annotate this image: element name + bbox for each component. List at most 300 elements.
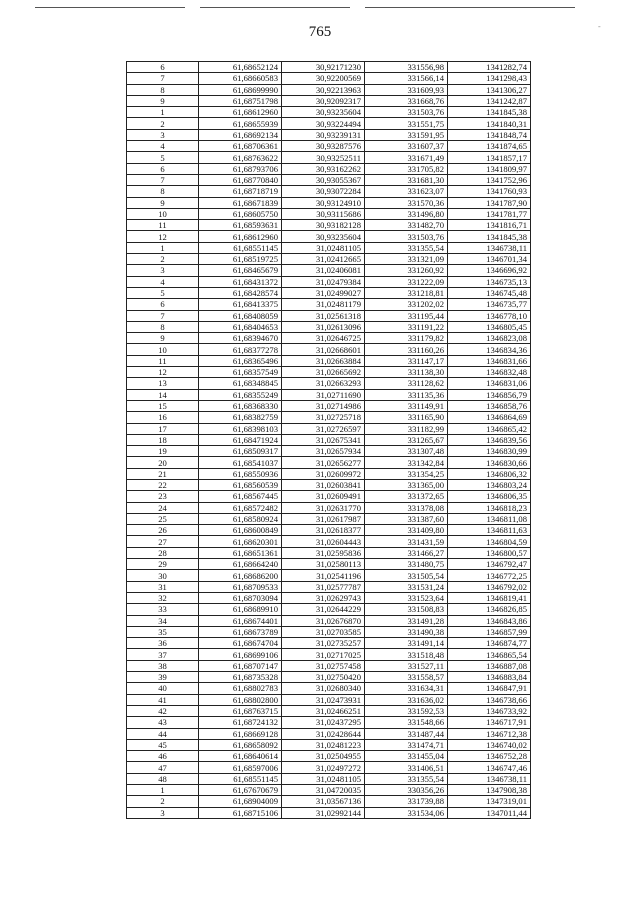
coordinate-cell: 61,68357549: [199, 367, 282, 378]
table-row: [127, 615, 531, 626]
coordinate-cell: 1341242,87: [448, 95, 531, 106]
coordinate-cell: 331592,53: [365, 705, 448, 716]
coordinate-cell: 61,68593631: [199, 220, 282, 231]
coordinate-cell: 331354,25: [365, 468, 448, 479]
coordinate-cell: 1346831,66: [448, 355, 531, 366]
coordinate-cell: 31,02412665: [282, 254, 365, 265]
coordinate-cell: 331160,26: [365, 344, 448, 355]
point-number-cell: 12: [127, 367, 199, 378]
table-row: [127, 197, 531, 208]
point-number-cell: 6: [127, 163, 199, 174]
coordinate-cell: 61,68751798: [199, 95, 282, 106]
point-number-cell: 44: [127, 728, 199, 739]
coordinate-cell: 31,02665692: [282, 367, 365, 378]
coordinate-cell: 31,02618377: [282, 525, 365, 536]
coordinate-cell: 1346696,92: [448, 265, 531, 276]
point-number-cell: 15: [127, 400, 199, 411]
point-number-cell: 42: [127, 705, 199, 716]
point-number-cell: 47: [127, 762, 199, 773]
coordinate-cell: 61,68348845: [199, 378, 282, 389]
coordinate-cell: 61,68605750: [199, 208, 282, 219]
point-number-cell: 9: [127, 95, 199, 106]
coordinate-cell: 1341848,74: [448, 129, 531, 140]
coordinate-cell: 61,68600849: [199, 525, 282, 536]
coordinate-cell: 331705,82: [365, 163, 448, 174]
table-row: [127, 118, 531, 129]
top-rule-right: [365, 7, 575, 8]
point-number-cell: 5: [127, 287, 199, 298]
point-number-cell: 48: [127, 773, 199, 784]
point-number-cell: 46: [127, 751, 199, 762]
point-number-cell: 29: [127, 559, 199, 570]
coordinate-cell: 331531,24: [365, 581, 448, 592]
point-number-cell: 35: [127, 626, 199, 637]
coordinate-cell: 61,68703094: [199, 592, 282, 603]
coordinate-cell: 1346865,42: [448, 423, 531, 434]
coordinate-cell: 331260,92: [365, 265, 448, 276]
coordinate-cell: 1346883,84: [448, 672, 531, 683]
coordinate-cell: 61,68904009: [199, 796, 282, 807]
point-number-cell: 10: [127, 344, 199, 355]
table-row: [127, 299, 531, 310]
table-row: [127, 446, 531, 457]
coordinate-cell: 30,93055367: [282, 174, 365, 185]
table-row: [127, 434, 531, 445]
coordinate-cell: 61,68404653: [199, 321, 282, 332]
table-row: [127, 355, 531, 366]
coordinate-cell: 331165,90: [365, 412, 448, 423]
coordinate-cell: 331342,84: [365, 457, 448, 468]
coordinate-cell: 31,02479384: [282, 276, 365, 287]
coordinate-cell: 61,68660583: [199, 73, 282, 84]
coordinate-cell: 1346800,57: [448, 547, 531, 558]
coordinate-cell: 331321,09: [365, 254, 448, 265]
point-number-cell: 32: [127, 592, 199, 603]
coordinate-cell: 331518,48: [365, 649, 448, 660]
table-row: [127, 321, 531, 332]
coordinate-cell: 331491,14: [365, 638, 448, 649]
point-number-cell: 6: [127, 299, 199, 310]
coordinate-cell: 61,68377278: [199, 344, 282, 355]
coordinate-cell: 331668,76: [365, 95, 448, 106]
coordinate-cell: 1346830,99: [448, 446, 531, 457]
coordinate-cell: 31,02711690: [282, 389, 365, 400]
coordinate-cell: 30,93115686: [282, 208, 365, 219]
coordinate-cell: 31,02577787: [282, 581, 365, 592]
coordinate-cell: 31,02668601: [282, 344, 365, 355]
coordinate-cell: 331482,70: [365, 220, 448, 231]
coordinate-cell: 61,68724132: [199, 717, 282, 728]
coordinate-cell: 1346803,24: [448, 479, 531, 490]
top-rule-middle: [200, 7, 350, 8]
coordinate-cell: 1346830,66: [448, 457, 531, 468]
coordinate-cell: 31,02992144: [282, 807, 365, 818]
table-row: [127, 152, 531, 163]
coordinate-cell: 1347011,44: [448, 807, 531, 818]
point-number-cell: 8: [127, 84, 199, 95]
table-row: [127, 276, 531, 287]
top-rule-left: [35, 7, 185, 8]
coordinate-cell: 1346811,08: [448, 513, 531, 524]
coordinate-cell: 1346865,54: [448, 649, 531, 660]
table-row: [127, 265, 531, 276]
coordinate-cell: 31,02717025: [282, 649, 365, 660]
coordinate-cell: 1346735,13: [448, 276, 531, 287]
coordinate-cell: 1346806,32: [448, 468, 531, 479]
table-row: [127, 95, 531, 106]
coordinate-cell: 31,02437295: [282, 717, 365, 728]
table-row: [127, 773, 531, 784]
coordinate-cell: 1346839,56: [448, 434, 531, 445]
table-row: [127, 638, 531, 649]
coordinate-cell: 1346747,46: [448, 762, 531, 773]
coordinate-cell: 31,02609972: [282, 468, 365, 479]
coordinate-cell: 331466,27: [365, 547, 448, 558]
coordinate-cell: 30,93162262: [282, 163, 365, 174]
coordinate-cell: 1346856,79: [448, 389, 531, 400]
coordinate-cell: 30,93235604: [282, 231, 365, 242]
point-number-cell: 3: [127, 807, 199, 818]
coordinate-cell: 31,02631770: [282, 502, 365, 513]
table-row: [127, 785, 531, 796]
coordinate-cell: 31,02714986: [282, 400, 365, 411]
table-row: [127, 705, 531, 716]
coordinate-cell: 331556,98: [365, 62, 448, 73]
coordinate-cell: 61,68597006: [199, 762, 282, 773]
table-row: [127, 62, 531, 73]
coordinate-cell: 331182,99: [365, 423, 448, 434]
coordinate-cell: 61,68394670: [199, 333, 282, 344]
coordinate-cell: 61,68398103: [199, 423, 282, 434]
table-row: [127, 479, 531, 490]
table-row: [127, 73, 531, 84]
coordinate-cell: 61,68580924: [199, 513, 282, 524]
coordinate-cell: 30,93239131: [282, 129, 365, 140]
coordinate-cell: 61,68763622: [199, 152, 282, 163]
coordinate-cell: 1346831,06: [448, 378, 531, 389]
table-row: [127, 333, 531, 344]
coordinate-cell: 331607,37: [365, 141, 448, 152]
coordinate-cell: 331191,22: [365, 321, 448, 332]
point-number-cell: 7: [127, 310, 199, 321]
table-row: [127, 287, 531, 298]
coordinate-cell: 331490,38: [365, 626, 448, 637]
coordinate-cell: 1346874,77: [448, 638, 531, 649]
coordinate-cell: 331671,49: [365, 152, 448, 163]
coordinate-cell: 1346834,36: [448, 344, 531, 355]
coordinate-cell: 331365,00: [365, 479, 448, 490]
table-row: [127, 141, 531, 152]
point-number-cell: 2: [127, 796, 199, 807]
point-number-cell: 13: [127, 378, 199, 389]
coordinates-table: [126, 61, 531, 819]
coordinate-cell: 61,68519725: [199, 254, 282, 265]
coordinate-cell: 61,68355249: [199, 389, 282, 400]
coordinate-cell: 31,02561318: [282, 310, 365, 321]
table-row: [127, 683, 531, 694]
coordinate-cell: 31,02499027: [282, 287, 365, 298]
coordinate-cell: 31,02473931: [282, 694, 365, 705]
coordinate-cell: 1346738,11: [448, 773, 531, 784]
coordinate-cell: 31,02726597: [282, 423, 365, 434]
table-row: [127, 672, 531, 683]
coordinate-cell: 331149,91: [365, 400, 448, 411]
coordinate-cell: 331307,48: [365, 446, 448, 457]
coordinate-cell: 331409,80: [365, 525, 448, 536]
point-number-cell: 17: [127, 423, 199, 434]
table-row: [127, 807, 531, 818]
coordinate-cell: 1346717,91: [448, 717, 531, 728]
coordinate-cell: 31,02629743: [282, 592, 365, 603]
point-number-cell: 26: [127, 525, 199, 536]
point-number-cell: 12: [127, 231, 199, 242]
coordinate-cell: 1341809,97: [448, 163, 531, 174]
point-number-cell: 4: [127, 276, 199, 287]
table-row: [127, 513, 531, 524]
coordinate-cell: 331634,31: [365, 683, 448, 694]
coordinate-cell: 31,02603841: [282, 479, 365, 490]
coordinate-cell: 61,68686200: [199, 570, 282, 581]
coordinate-cell: 1346823,08: [448, 333, 531, 344]
coordinate-cell: 61,68652124: [199, 62, 282, 73]
coordinate-cell: 331406,51: [365, 762, 448, 773]
coordinate-cell: 1346832,48: [448, 367, 531, 378]
coordinate-cell: 61,68365496: [199, 355, 282, 366]
table-row: [127, 660, 531, 671]
coordinate-cell: 1346864,69: [448, 412, 531, 423]
coordinate-cell: 61,68560539: [199, 479, 282, 490]
table-row: [127, 367, 531, 378]
table-row: [127, 84, 531, 95]
coordinate-cell: 1341298,43: [448, 73, 531, 84]
coordinate-cell: 331558,57: [365, 672, 448, 683]
coordinate-cell: 1347908,38: [448, 785, 531, 796]
point-number-cell: 25: [127, 513, 199, 524]
table-row: [127, 344, 531, 355]
table-row: [127, 491, 531, 502]
table-row: [127, 626, 531, 637]
coordinate-cell: 1346857,99: [448, 626, 531, 637]
coordinate-cell: 61,68692134: [199, 129, 282, 140]
coordinate-cell: 331503,76: [365, 231, 448, 242]
point-number-cell: 3: [127, 129, 199, 140]
coordinate-cell: 1341857,17: [448, 152, 531, 163]
table-row: [127, 457, 531, 468]
coordinate-cell: 331551,75: [365, 118, 448, 129]
coordinate-cell: 331218,81: [365, 287, 448, 298]
coordinate-cell: 61,68640614: [199, 751, 282, 762]
table-row: [127, 412, 531, 423]
point-number-cell: 38: [127, 660, 199, 671]
coordinate-cell: 31,02646725: [282, 333, 365, 344]
point-number-cell: 28: [127, 547, 199, 558]
point-number-cell: 2: [127, 118, 199, 129]
coordinate-cell: 30,92092317: [282, 95, 365, 106]
coordinate-cell: 61,68715106: [199, 807, 282, 818]
coordinate-cell: 331505,54: [365, 570, 448, 581]
coordinate-cell: 31,04720035: [282, 785, 365, 796]
coordinate-cell: 61,68802783: [199, 683, 282, 694]
coordinate-cell: 1346858,76: [448, 400, 531, 411]
coordinate-cell: 61,68669128: [199, 728, 282, 739]
coordinate-cell: 31,02676870: [282, 615, 365, 626]
coordinate-cell: 1341874,65: [448, 141, 531, 152]
table-row: [127, 378, 531, 389]
coordinate-cell: 61,68735328: [199, 672, 282, 683]
coordinate-cell: 31,02504955: [282, 751, 365, 762]
coordinate-cell: 61,68382759: [199, 412, 282, 423]
table-row: [127, 525, 531, 536]
coordinate-cell: 1341282,74: [448, 62, 531, 73]
coordinate-cell: 331491,28: [365, 615, 448, 626]
coordinate-cell: 331739,88: [365, 796, 448, 807]
coordinate-cell: 331623,07: [365, 186, 448, 197]
coordinate-cell: 1346712,38: [448, 728, 531, 739]
point-number-cell: 20: [127, 457, 199, 468]
coordinate-cell: 331135,36: [365, 389, 448, 400]
point-number-cell: 9: [127, 333, 199, 344]
coordinate-cell: 1346819,41: [448, 592, 531, 603]
coordinate-cell: 31,02644229: [282, 604, 365, 615]
coordinate-cell: 61,68471924: [199, 434, 282, 445]
point-number-cell: 9: [127, 197, 199, 208]
table-row: [127, 502, 531, 513]
coordinate-cell: 61,68413375: [199, 299, 282, 310]
table-row: [127, 717, 531, 728]
coordinate-cell: 331202,02: [365, 299, 448, 310]
table-row: [127, 570, 531, 581]
point-number-cell: 27: [127, 536, 199, 547]
coordinate-cell: 61,68551145: [199, 242, 282, 253]
coordinate-cell: 31,02481105: [282, 773, 365, 784]
coordinate-cell: 331566,14: [365, 73, 448, 84]
point-number-cell: 11: [127, 355, 199, 366]
coordinate-cell: 31,02675341: [282, 434, 365, 445]
table-row: [127, 186, 531, 197]
coordinate-cell: 331355,54: [365, 242, 448, 253]
coordinate-cell: 331222,09: [365, 276, 448, 287]
table-row: [127, 649, 531, 660]
point-number-cell: 2: [127, 254, 199, 265]
coordinate-cell: 30,93072284: [282, 186, 365, 197]
coordinate-cell: 31,02657934: [282, 446, 365, 457]
coordinate-cell: 31,02604443: [282, 536, 365, 547]
coordinate-cell: 61,68763715: [199, 705, 282, 716]
coordinate-cell: 61,68572482: [199, 502, 282, 513]
coordinate-cell: 1346804,59: [448, 536, 531, 547]
point-number-cell: 7: [127, 174, 199, 185]
coordinate-cell: 31,02428644: [282, 728, 365, 739]
point-number-cell: 14: [127, 389, 199, 400]
coordinate-cell: 61,68612960: [199, 107, 282, 118]
coordinate-cell: 61,68699990: [199, 84, 282, 95]
coordinate-cell: 1346701,34: [448, 254, 531, 265]
point-number-cell: 8: [127, 321, 199, 332]
coordinate-cell: 61,67670679: [199, 785, 282, 796]
coordinate-cell: 61,68431372: [199, 276, 282, 287]
coordinate-cell: 61,68671839: [199, 197, 282, 208]
table-row: [127, 547, 531, 558]
coordinate-cell: 1346887,08: [448, 660, 531, 671]
coordinate-cell: 331527,11: [365, 660, 448, 671]
point-number-cell: 19: [127, 446, 199, 457]
coordinate-cell: 1346811,63: [448, 525, 531, 536]
coordinate-cell: 31,02663293: [282, 378, 365, 389]
point-number-cell: 1: [127, 242, 199, 253]
point-number-cell: 22: [127, 479, 199, 490]
point-number-cell: 41: [127, 694, 199, 705]
table-row: [127, 231, 531, 242]
coordinate-cell: 31,02481179: [282, 299, 365, 310]
coordinate-cell: 61,68699106: [199, 649, 282, 660]
table-row: [127, 389, 531, 400]
point-number-cell: 23: [127, 491, 199, 502]
table-row: [127, 107, 531, 118]
coordinate-cell: 61,68658092: [199, 739, 282, 750]
point-number-cell: 40: [127, 683, 199, 694]
coordinate-cell: 331455,04: [365, 751, 448, 762]
coordinate-cell: 61,68620301: [199, 536, 282, 547]
point-number-cell: 18: [127, 434, 199, 445]
coordinate-cell: 30,92200569: [282, 73, 365, 84]
table-row: [127, 174, 531, 185]
table-row: [127, 728, 531, 739]
coordinate-cell: 61,68673789: [199, 626, 282, 637]
coordinate-cell: 30,93252511: [282, 152, 365, 163]
point-number-cell: 33: [127, 604, 199, 615]
coordinate-cell: 1341781,77: [448, 208, 531, 219]
point-number-cell: 36: [127, 638, 199, 649]
coordinate-cell: 31,02725718: [282, 412, 365, 423]
coordinate-cell: 31,02580113: [282, 559, 365, 570]
coordinate-cell: 30,92171230: [282, 62, 365, 73]
coordinate-cell: 331487,44: [365, 728, 448, 739]
coordinate-cell: 1347319,01: [448, 796, 531, 807]
coordinate-cell: 61,68770840: [199, 174, 282, 185]
coordinate-cell: 331496,80: [365, 208, 448, 219]
coordinate-cell: 31,02663884: [282, 355, 365, 366]
point-number-cell: 24: [127, 502, 199, 513]
point-number-cell: 1: [127, 107, 199, 118]
coordinate-cell: 61,68674401: [199, 615, 282, 626]
coordinate-cell: 331508,83: [365, 604, 448, 615]
coordinate-cell: 331179,82: [365, 333, 448, 344]
coordinate-cell: 331128,62: [365, 378, 448, 389]
coordinate-cell: 31,02481223: [282, 739, 365, 750]
coordinate-cell: 61,68428574: [199, 287, 282, 298]
coordinate-cell: 31,02497272: [282, 762, 365, 773]
table-row: [127, 220, 531, 231]
table-row: [127, 739, 531, 750]
coordinate-cell: 31,02617987: [282, 513, 365, 524]
coordinate-cell: 1346843,86: [448, 615, 531, 626]
table-row: [127, 468, 531, 479]
coordinate-cell: 1341752,96: [448, 174, 531, 185]
coordinate-cell: 1346738,11: [448, 242, 531, 253]
point-number-cell: 30: [127, 570, 199, 581]
coordinate-cell: 61,68551145: [199, 773, 282, 784]
coordinate-cell: 1346792,02: [448, 581, 531, 592]
coordinate-cell: 1346752,28: [448, 751, 531, 762]
coordinate-cell: 61,68509317: [199, 446, 282, 457]
coordinate-cell: 61,68706361: [199, 141, 282, 152]
point-number-cell: 5: [127, 152, 199, 163]
point-number-cell: 45: [127, 739, 199, 750]
coordinate-cell: 1341306,27: [448, 84, 531, 95]
coordinate-cell: 331378,08: [365, 502, 448, 513]
coordinate-cell: 331503,76: [365, 107, 448, 118]
coordinate-cell: 1341816,71: [448, 220, 531, 231]
